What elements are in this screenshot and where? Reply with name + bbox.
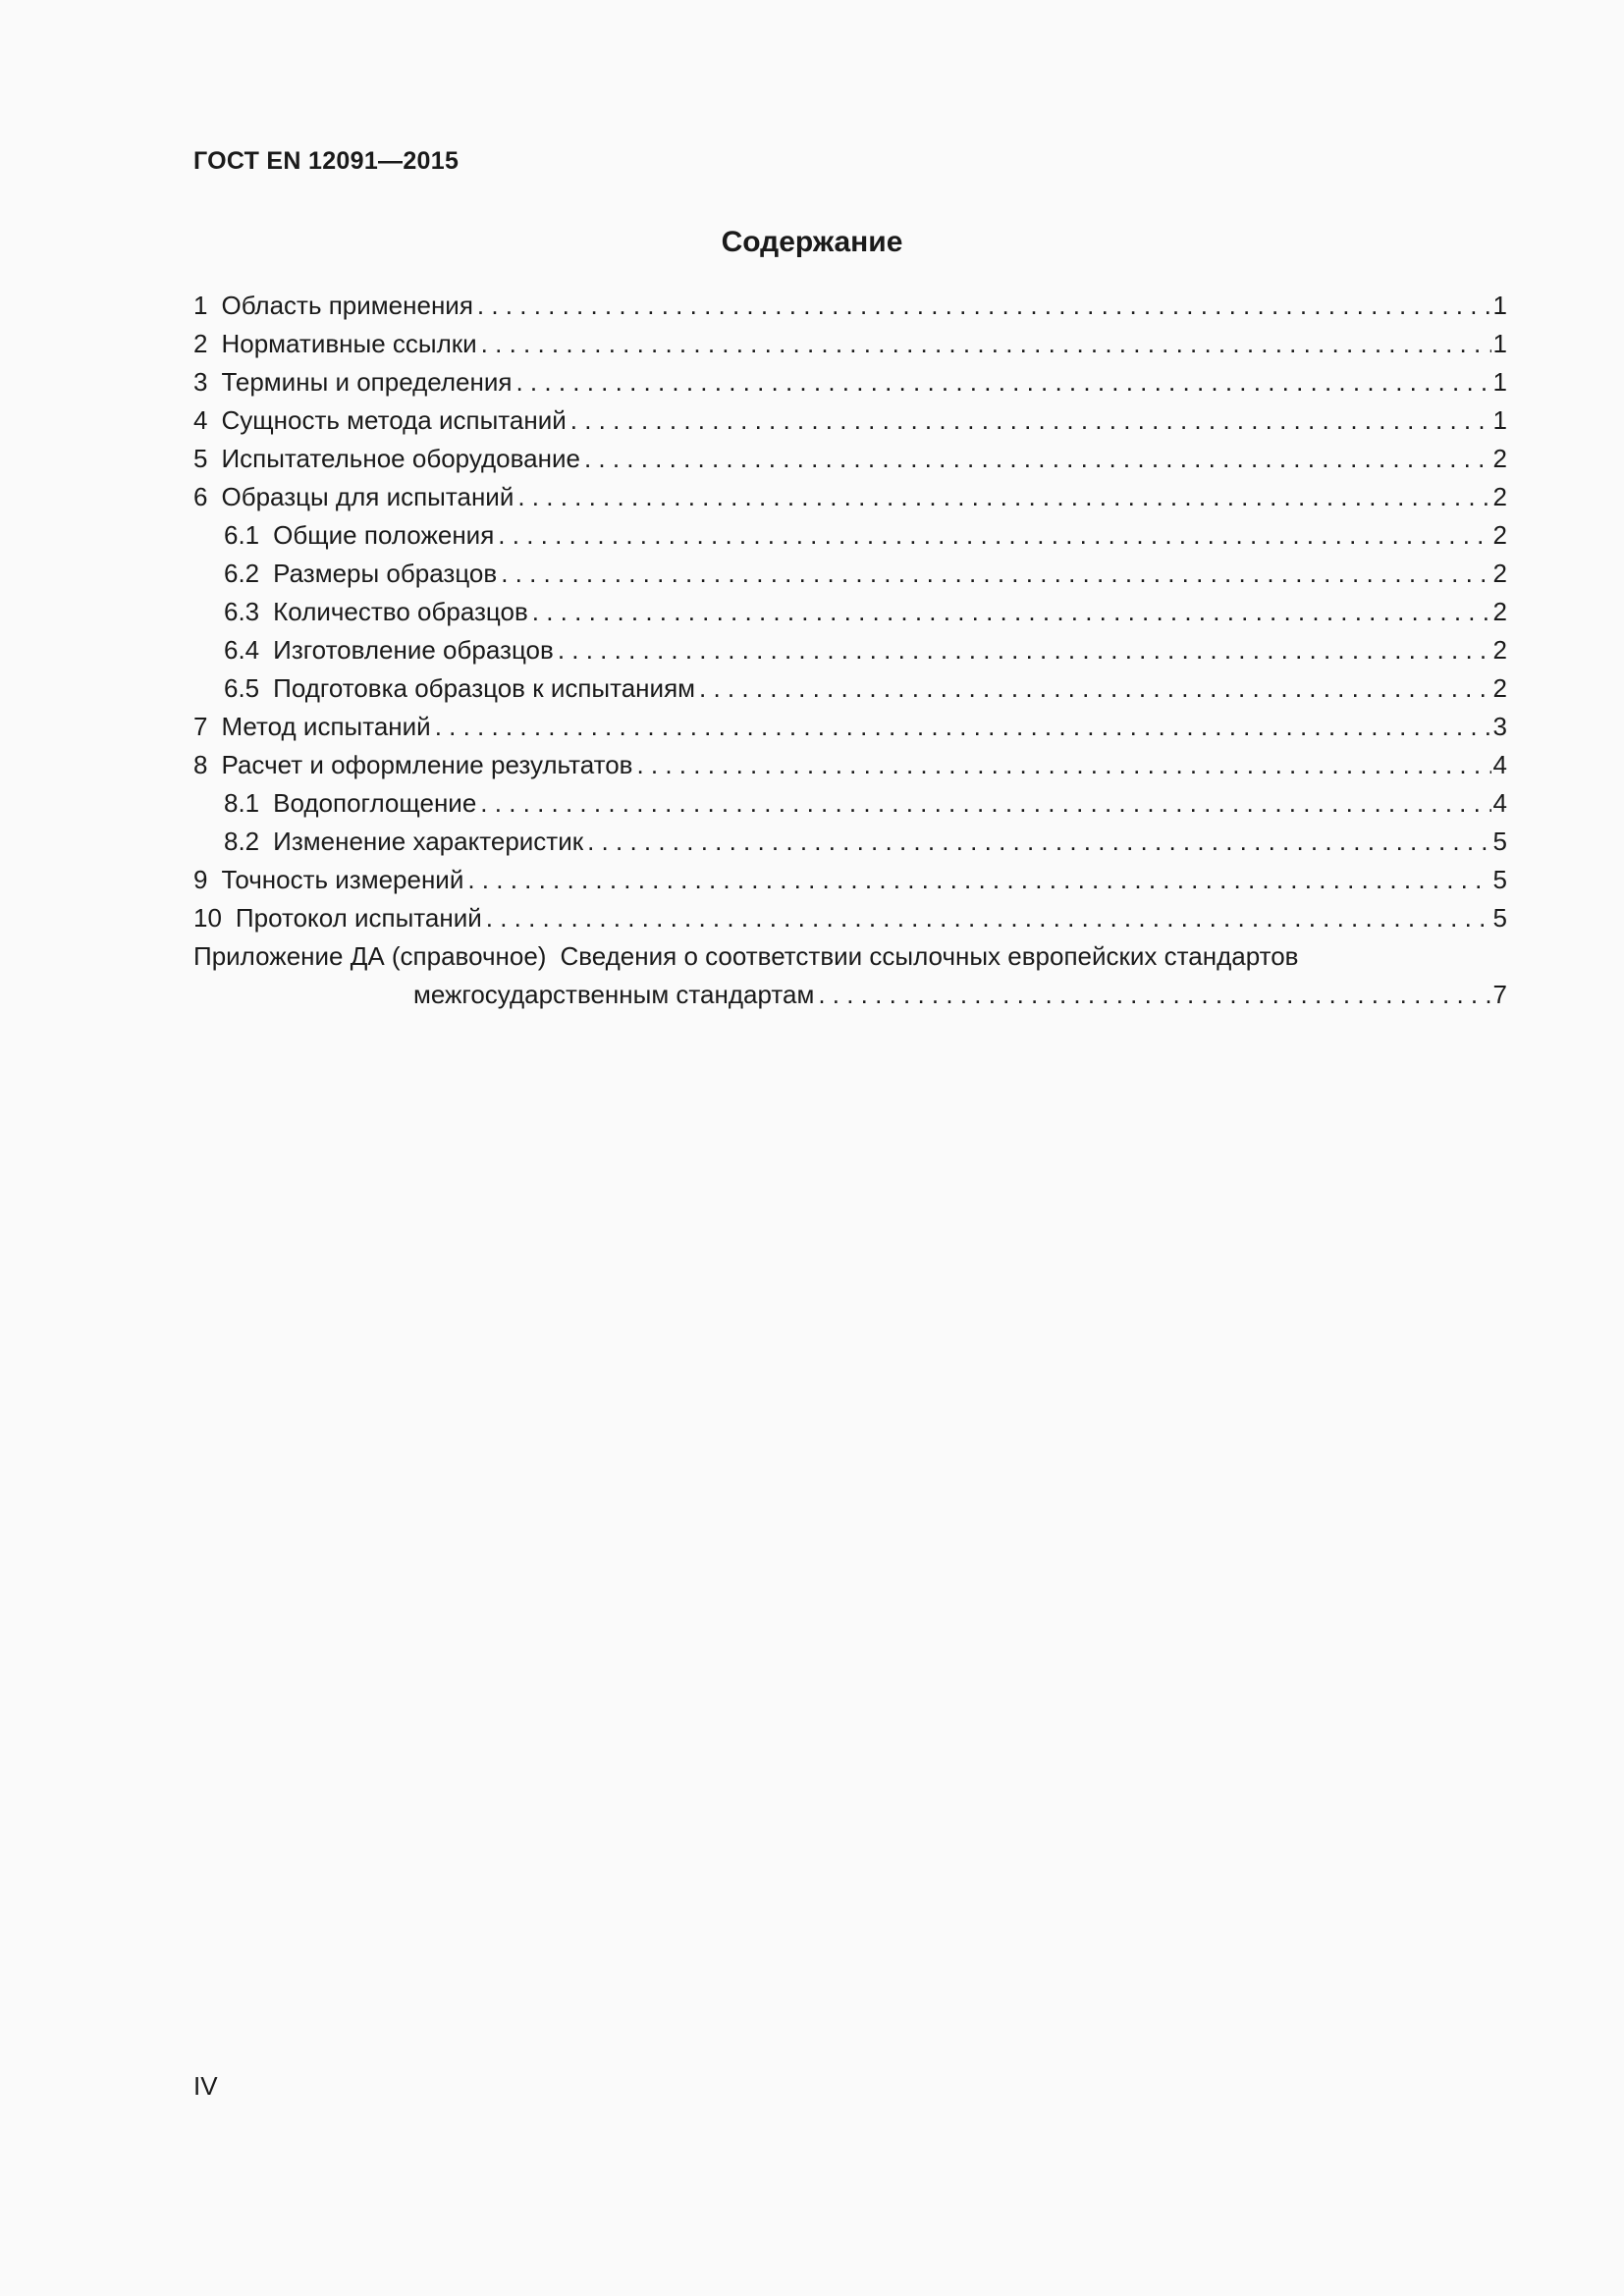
toc-entry-page: 2 (1492, 673, 1507, 703)
toc-entry-title: Нормативные ссылки (221, 329, 477, 358)
table-of-contents (193, 287, 1507, 1014)
toc-entry[interactable] (193, 325, 1507, 363)
toc-entry-page: 7 (1492, 980, 1507, 1009)
toc-entry-title: Область применения (221, 291, 473, 320)
toc-entry-number: 6 (193, 482, 208, 511)
toc-entry-title: Испытательное оборудование (221, 444, 580, 473)
toc-subentry[interactable] (193, 516, 1507, 555)
toc-entry[interactable] (193, 478, 1507, 516)
toc-entry-page: 4 (1492, 788, 1507, 818)
toc-entry-page: 3 (1492, 712, 1507, 741)
leader-dots (570, 401, 1491, 440)
toc-title: Содержание (721, 226, 903, 258)
leader-dots (486, 899, 1491, 937)
toc-entry[interactable] (193, 440, 1507, 478)
toc-entry-number: 7 (193, 712, 208, 741)
leader-dots (480, 784, 1490, 823)
toc-annex-entry-continued[interactable] (193, 976, 1507, 1014)
toc-entry-page: 1 (1492, 367, 1507, 397)
toc-subentry[interactable] (193, 669, 1507, 708)
annex-title-line2: межгосударственным стандартам (413, 980, 815, 1009)
toc-entry-number: 6.1 (224, 520, 260, 550)
toc-entry[interactable] (193, 899, 1507, 937)
toc-entry-title: Протокол испытаний (235, 903, 482, 933)
toc-entry-title: Подготовка образцов к испытаниям (273, 673, 696, 703)
toc-entry-title: Образцы для испытаний (221, 482, 514, 511)
toc-entry-page: 2 (1492, 482, 1507, 511)
toc-subentry[interactable] (193, 784, 1507, 823)
toc-entry-title: Водопоглощение (273, 788, 477, 818)
toc-entry-number: 10 (193, 903, 222, 933)
toc-entry-page: 5 (1492, 827, 1507, 856)
leader-dots (584, 440, 1491, 478)
toc-entry[interactable] (193, 746, 1507, 784)
toc-entry-page: 2 (1492, 635, 1507, 665)
toc-entry-number: 2 (193, 329, 208, 358)
leader-dots (515, 363, 1490, 401)
toc-entry-page: 5 (1492, 865, 1507, 894)
toc-entry-page: 2 (1492, 559, 1507, 588)
leader-dots (699, 669, 1491, 708)
toc-entry[interactable] (193, 287, 1507, 325)
toc-entry-number: 8 (193, 750, 208, 779)
toc-entry-number: 6.3 (224, 597, 260, 626)
leader-dots (435, 708, 1491, 746)
leader-dots (532, 593, 1491, 631)
leader-dots (587, 823, 1490, 861)
toc-entry-number: 4 (193, 405, 208, 435)
toc-entry-title: Расчет и оформление результатов (221, 750, 633, 779)
toc-entry-title: Термины и определения (221, 367, 513, 397)
toc-entry-number: 6.2 (224, 559, 260, 588)
toc-entry-number: 6.4 (224, 635, 260, 665)
toc-entry[interactable] (193, 708, 1507, 746)
leader-dots (501, 555, 1490, 593)
toc-entry[interactable] (193, 861, 1507, 899)
toc-entry-number: 3 (193, 367, 208, 397)
toc-entry-page: 2 (1492, 444, 1507, 473)
toc-entry-title: Метод испытаний (221, 712, 431, 741)
toc-entry-title: Сущность метода испытаний (221, 405, 567, 435)
toc-entry[interactable] (193, 401, 1507, 440)
toc-entry-title: Общие положения (273, 520, 495, 550)
toc-entry-page: 5 (1492, 903, 1507, 933)
leader-dots (477, 287, 1491, 325)
leader-dots (517, 478, 1490, 516)
leader-dots (636, 746, 1490, 784)
annex-title-line1: Сведения о соответствии ссылочных европейских стандартов (560, 941, 1299, 971)
toc-entry-number: 1 (193, 291, 208, 320)
toc-entry[interactable] (193, 363, 1507, 401)
toc-entry-number: 6.5 (224, 673, 260, 703)
leader-dots (818, 976, 1490, 1014)
toc-entry-page: 2 (1492, 520, 1507, 550)
toc-subentry[interactable] (193, 823, 1507, 861)
toc-entry-number: 8.2 (224, 827, 260, 856)
toc-subentry[interactable] (193, 631, 1507, 669)
leader-dots (558, 631, 1491, 669)
toc-annex-entry[interactable] (193, 937, 1507, 976)
toc-entry-title: Размеры образцов (273, 559, 498, 588)
toc-entry-page: 1 (1492, 405, 1507, 435)
toc-entry-title: Изменение характеристик (273, 827, 584, 856)
toc-subentry[interactable] (193, 593, 1507, 631)
annex-label: Приложение ДА (справочное) (193, 941, 547, 971)
toc-entry-title: Точность измерений (221, 865, 464, 894)
toc-entry-page: 2 (1492, 597, 1507, 626)
toc-entry-number: 9 (193, 865, 208, 894)
toc-entry-page: 4 (1492, 750, 1507, 779)
toc-entry-number: 5 (193, 444, 208, 473)
toc-entry-title: Количество образцов (273, 597, 528, 626)
leader-dots (481, 325, 1491, 363)
leader-dots (467, 861, 1490, 899)
document-id: ГОСТ EN 12091—2015 (193, 147, 460, 175)
page-number: IV (193, 2071, 218, 2101)
toc-entry-page: 1 (1492, 329, 1507, 358)
toc-entry-page: 1 (1492, 291, 1507, 320)
toc-entry-number: 8.1 (224, 788, 260, 818)
toc-entry-title: Изготовление образцов (273, 635, 554, 665)
toc-subentry[interactable] (193, 555, 1507, 593)
leader-dots (498, 516, 1490, 555)
